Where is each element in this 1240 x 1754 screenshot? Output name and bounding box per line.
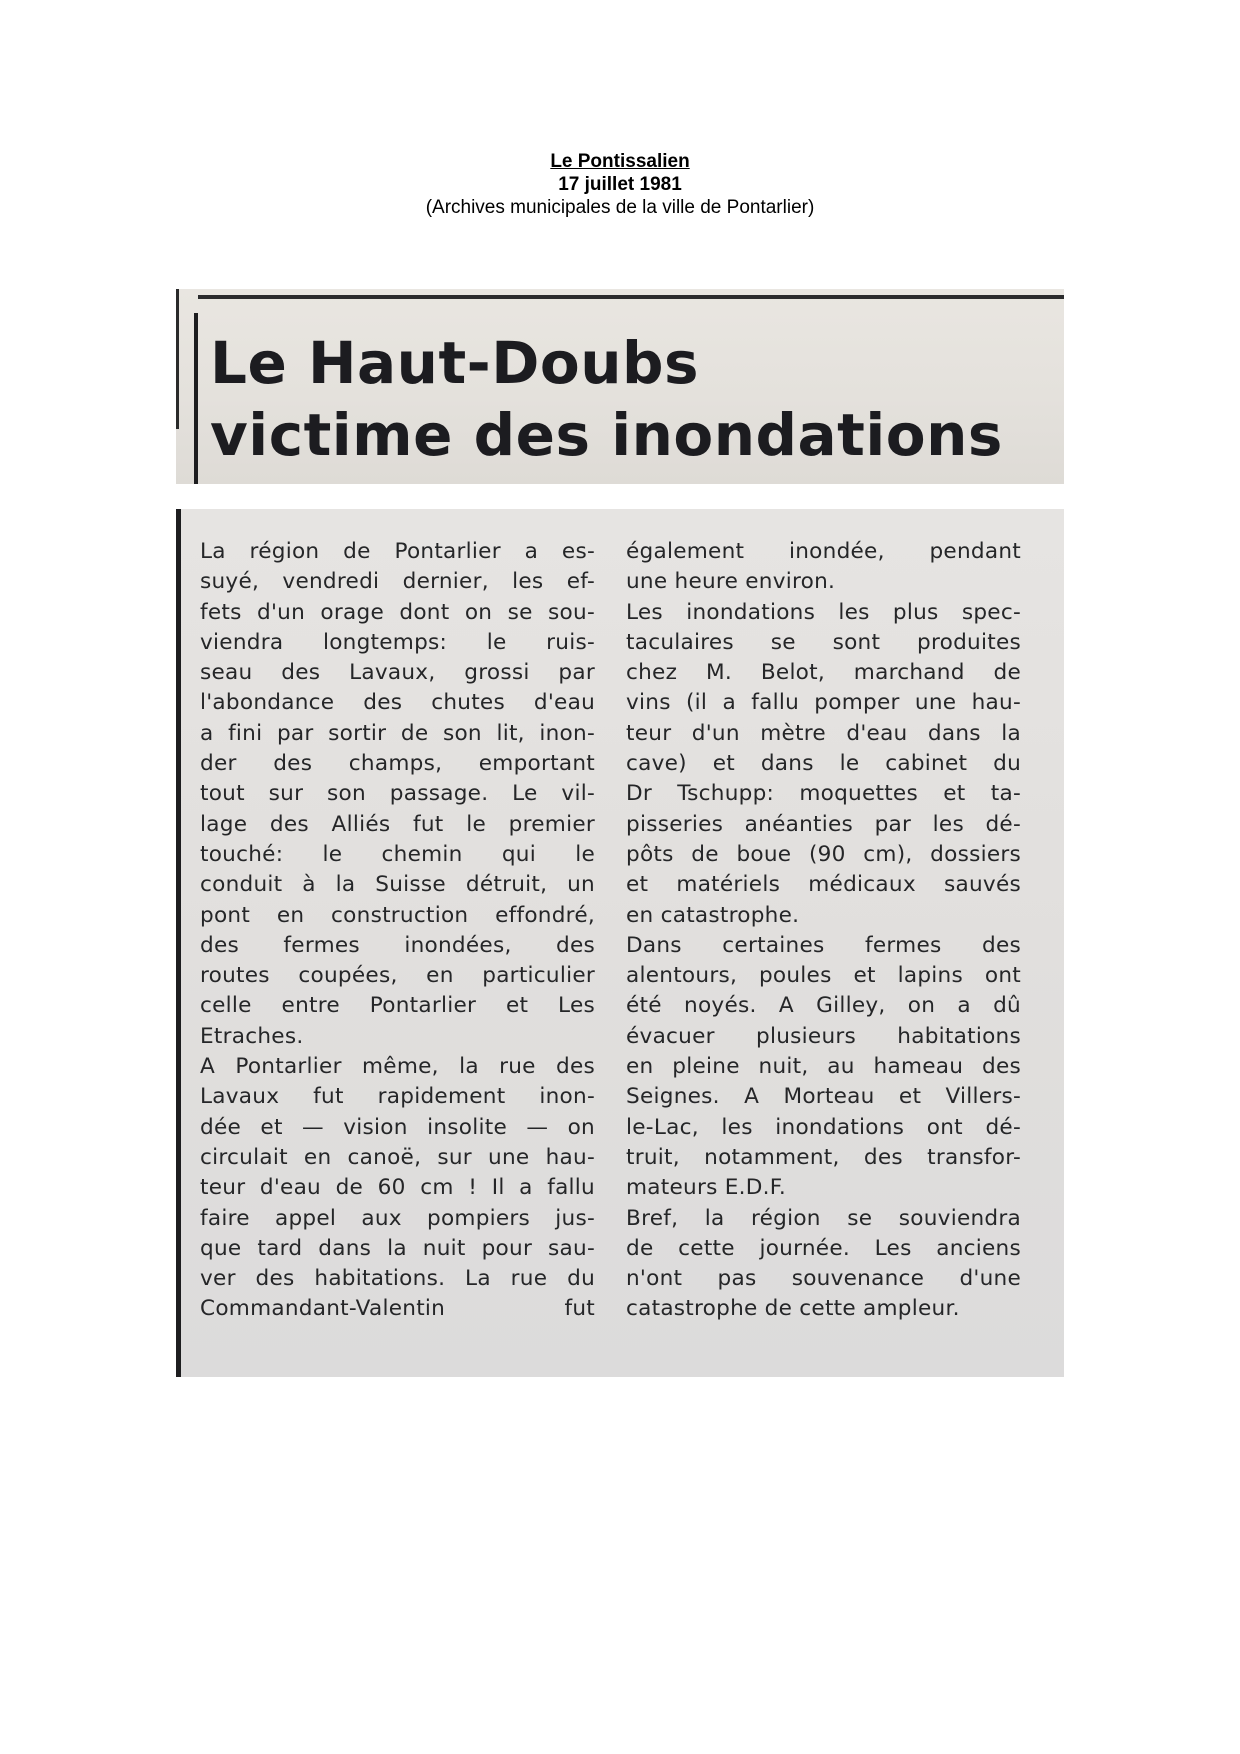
article-column-right [626,537,1021,1325]
right-column-line: Seignes. A Morteau et Villers- [626,1084,1021,1110]
right-column-line: Dans certaines fermes des [626,932,1021,958]
right-column-line: truit, notamment, des transfor- [626,1144,1021,1170]
right-column-line: de cette journée. Les anciens [626,1235,1021,1261]
left-column-line: touché: le chemin qui le [200,841,595,867]
left-column-line: dée et — vision insolite — on [200,1114,595,1140]
left-column-line: faire appel aux pompiers jus- [200,1205,595,1231]
right-column-line: et matériels médicaux sauvés [626,872,1021,898]
left-column-line: seau des Lavaux, grossi par [200,660,595,686]
headline-left-rule [194,313,198,484]
left-column-line: circulait en canoë, sur une hau- [200,1144,595,1170]
left-column-line: l'abondance des chutes d'eau [200,690,595,716]
article-body-clipping [176,509,1064,1377]
right-column-line: mateurs E.D.F. [626,1175,787,1201]
left-column-line: lage des Alliés fut le premier [200,811,595,837]
left-column-line: der des champs, emportant [200,751,595,777]
right-column-line: Les inondations les plus spec- [626,599,1021,625]
right-column-line: pisseries anéanties par les dé- [626,811,1021,837]
right-column-line: vins (il a fallu pomper une hau- [626,690,1021,716]
left-column-line: teur d'eau de 60 cm ! Il a fallu [200,1175,595,1201]
clipping-edge-mark [176,289,179,429]
left-column-line: Etraches. [200,1023,304,1049]
headline-clipping [176,289,1064,484]
left-column-line: ver des habitations. La rue du [200,1266,595,1292]
right-column-line: été noyés. A Gilley, on a dû [626,993,1021,1019]
left-column-line: que tard dans la nuit pour sau- [200,1235,595,1261]
left-column-line: pont en construction effondré, [200,902,595,928]
right-column-line: n'ont pas souvenance d'une [626,1266,1021,1292]
right-column-line: cave) et dans le cabinet du [626,751,1021,777]
right-column-line: également inondée, pendant [626,539,1021,564]
left-column-line: viendra longtemps: le ruis- [200,629,595,655]
left-column-line: conduit à la Suisse détruit, un [200,872,595,898]
right-column-line: une heure environ. [626,569,836,595]
article-column-left [200,537,595,1325]
left-column-line: fets d'un orage dont on se sou- [200,599,595,625]
archive-source: (Archives municipales de la ville de Pontarlier) [425,197,815,218]
left-column-line: suyé, vendredi dernier, les ef- [200,569,595,595]
right-column-line: Dr Tschupp: moquettes et ta- [626,781,1021,807]
left-column-line: La région de Pontarlier a es- [200,539,595,564]
publication-date: 17 juillet 1981 [558,174,682,195]
body-left-rule [176,509,181,1377]
left-column-line: a fini par sortir de son lit, inon- [200,720,595,746]
right-column-line: catastrophe de cette ampleur. [626,1296,960,1322]
right-column-line: pôts de boue (90 cm), dossiers [626,841,1021,867]
right-column-line: Bref, la région se souviendra [626,1205,1021,1231]
left-column-line: A Pontarlier même, la rue des [200,1054,595,1080]
right-column-line: en pleine nuit, au hameau des [626,1054,1021,1080]
right-column-line: évacuer plusieurs habitations [626,1023,1021,1049]
right-column-line: en catastrophe. [626,902,800,928]
right-column-line: teur d'un mètre d'eau dans la [626,720,1021,746]
left-column-line: Commandant-Valentin fut [200,1296,595,1322]
article-headline [210,327,1003,471]
left-column-line: tout sur son passage. Le vil- [200,781,595,807]
left-column-line: des fermes inondées, des [200,932,595,958]
left-column-line: routes coupées, en particulier [200,963,595,989]
headline-line-1: Le Haut-Doubs [210,329,700,397]
headline-line-2: victime des inondations [210,401,1003,469]
left-column-line: celle entre Pontarlier et Les [200,993,595,1019]
headline-top-rule [198,295,1064,299]
right-column-line: chez M. Belot, marchand de [626,660,1021,686]
left-column-line: Lavaux fut rapidement inon- [200,1084,595,1110]
right-column-line: taculaires se sont produites [626,629,1021,655]
right-column-line: le-Lac, les inondations ont dé- [626,1114,1021,1140]
document-header [0,150,1240,219]
right-column-line: alentours, poules et lapins ont [626,963,1021,989]
newspaper-name: Le Pontissalien [550,151,690,172]
